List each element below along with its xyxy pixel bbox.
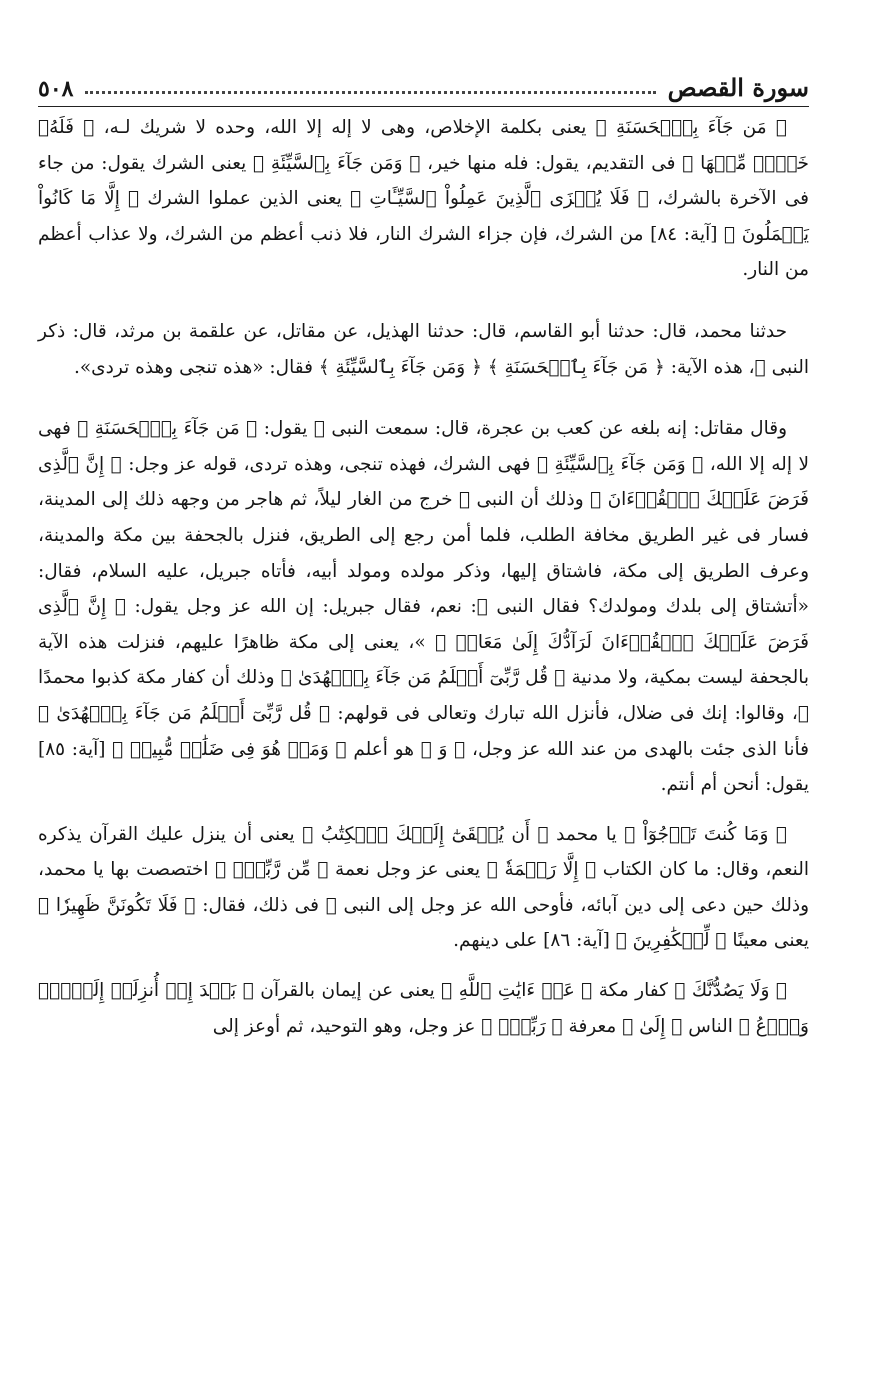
paragraph-verse-85: وقال مقاتل: إنه بلغه عن كعب بن عجرة، قال: سمعت النبى ﷺ يقول: ﴿ مَن جَآءَ بِٱلۡحَسَنَةِ ﴾ فهى لا إله إلا الله، ﴿ وَمَن جَآءَ بِٱلسَّيِّئَةِ ﴾ فهى الشرك، فهذه تنجى، وهذه تردى، قوله عز وجل: ﴿ إِنَّ ٱلَّذِى فَرَضَ عَلَيۡكَ ٱلۡقُرۡءَانَ ﴾ وذلك أن النبى ﷺ خرج من الغار ليلاً، ثم هاجر من وجهه ذلك إلى المدينة، فسار فى غير الطريق مخافة الطلب، فلما أمن رجع إلى الطريق، فنزل بالجحفة بين مكة والمدينة، وعرف الطريق إلى مكة، فاشتاق إليها، وذكر مولده ومولد أبيه، فأتاه جبريل، عليه السلام، فقال: «أتشتاق إلى بلدك ومولدك؟ فقال النبى ﷺ: نعم، فقال جبريل: إن الله عز وجل يقول: ﴿ إِنَّ ٱلَّذِى فَرَضَ عَلَيۡكَ ٱلۡقُرۡءَانَ لَرَآدُّكَ إِلَىٰ مَعَادٖ ﴾ »، يعنى إلى مكة ظاهرًا عليهم، فنزلت هذه الآية بالجحفة ليست بمكية، ولا مدنية ﴿ قُل رَّبِّىٓ أَعۡلَمُ مَن جَآءَ بِٱلۡهُدَىٰ ﴾ وذلك أن كفار مكة كذبوا محمدًا ﷺ، وقالوا: إنك فى ضلال، فأنزل الله تبارك وتعالى فى قولهم: ﴿ قُل رَّبِّىٓ أَعۡلَمُ مَن جَآءَ بِٱلۡهُدَىٰ ﴾ فأنا الذى جئت بالهدى من عند الله عز وجل، ﴿ وَ ﴾ هو أعلم ﴿ وَمَنۡ هُوَ فِى ضَلَٰلٖ مُّبِينٖ ﴾ [آية: ٨٥] يقول: أنحن أم أنتم. (38, 418, 809, 796)
paragraph-verse-84: ﴿ مَن جَآءَ بِٱلۡحَسَنَةِ ﴾ يعنى بكلمة الإخلاص، وهى لا إله إلا الله، وحده لا شريك لـه، ﴿ فَلَهُۥ خَيۡرٞ مِّنۡهَا ﴾ فى التقديم، يقول: فله منها خير، ﴿ وَمَن جَآءَ بِٱلسَّيِّئَةِ ﴾ يعنى الشرك يقول: من جاء فى الآخرة بالشرك، ﴿ فَلَا يُجۡزَى ٱلَّذِينَ عَمِلُواْ ٱلسَّيِّـَٔاتِ ﴾ يعنى الذين عملوا الشرك ﴿ إِلَّا مَا كَانُواْ يَعۡمَلُونَ ﴾ [آية: ٨٤] من الشرك، فإن جزاء الشرك النار، فلا ذنب أعظم من الشرك، ولا عذاب أعظم من النار. (38, 117, 810, 281)
header-dot-leader (85, 91, 655, 94)
surah-title: سورة القصص (667, 73, 809, 102)
paragraph-verse-86: ﴿ وَمَا كُنتَ تَرۡجُوٓاْ ﴾ يا محمد ﴿ أَن يُلۡقَىٰٓ إِلَيۡكَ ٱلۡكِتَٰبُ ﴾ يعنى أن ينزل عليك القرآن يذكره النعم، وقال: ما كان الكتاب ﴿ إِلَّا رَحۡمَةٗ ﴾ يعنى عز وجل نعمة ﴿ مِّن رَّبِّكَۖ ﴾ اختصصت بها يا محمد، وذلك حين دعى إلى دين آبائه، فأوحى الله عز وجل إلى النبى ﷺ فى ذلك، فقال: ﴿ فَلَا تَكُونَنَّ ظَهِيرٗا ﴾ يعنى معينًا ﴿ لِّلۡكَٰفِرِينَ ﴾ [آية: ٨٦] على دينهم. (38, 823, 809, 952)
paragraph-verse-87: ﴿ وَلَا يَصُدُّنَّكَ ﴾ كفار مكة ﴿ عَنۡ ءَايَٰتِ ٱللَّهِ ﴾ يعنى عن إيمان بالقرآن ﴿ بَعۡدَ إِذۡ أُنزِلَتۡ إِلَيۡكَۖ وَٱدۡعُ ﴾ الناس ﴿ إِلَىٰ ﴾ معرفة ﴿ رَبِّكَۖ ﴾ عز وجل، وهو التوحيد، ثم أوعز إلى (38, 980, 809, 1037)
page-body (38, 110, 809, 1044)
paragraph-gap (38, 803, 809, 817)
page-header (38, 60, 809, 107)
paragraph-hadith-alqama: حدثنا محمد، قال: حدثنا أبو القاسم، قال: حدثنا الهذيل، عن مقاتل، عن علقمة بن مرثد، قال: ذكر النبى ﷺ، هذه الآية: ﴿ مَن جَآءَ بِٱلۡحَسَنَةِ ﴾ ﴿ وَمَن جَآءَ بِٱلسَّيِّئَةِ ﴾ فقال: «هذه تنجى وهذه تردى». (38, 320, 809, 378)
page-number: ٥٠٨ (38, 76, 74, 102)
paragraph-gap (38, 288, 809, 314)
paragraph-gap (38, 385, 809, 411)
paragraph-gap (38, 959, 809, 973)
